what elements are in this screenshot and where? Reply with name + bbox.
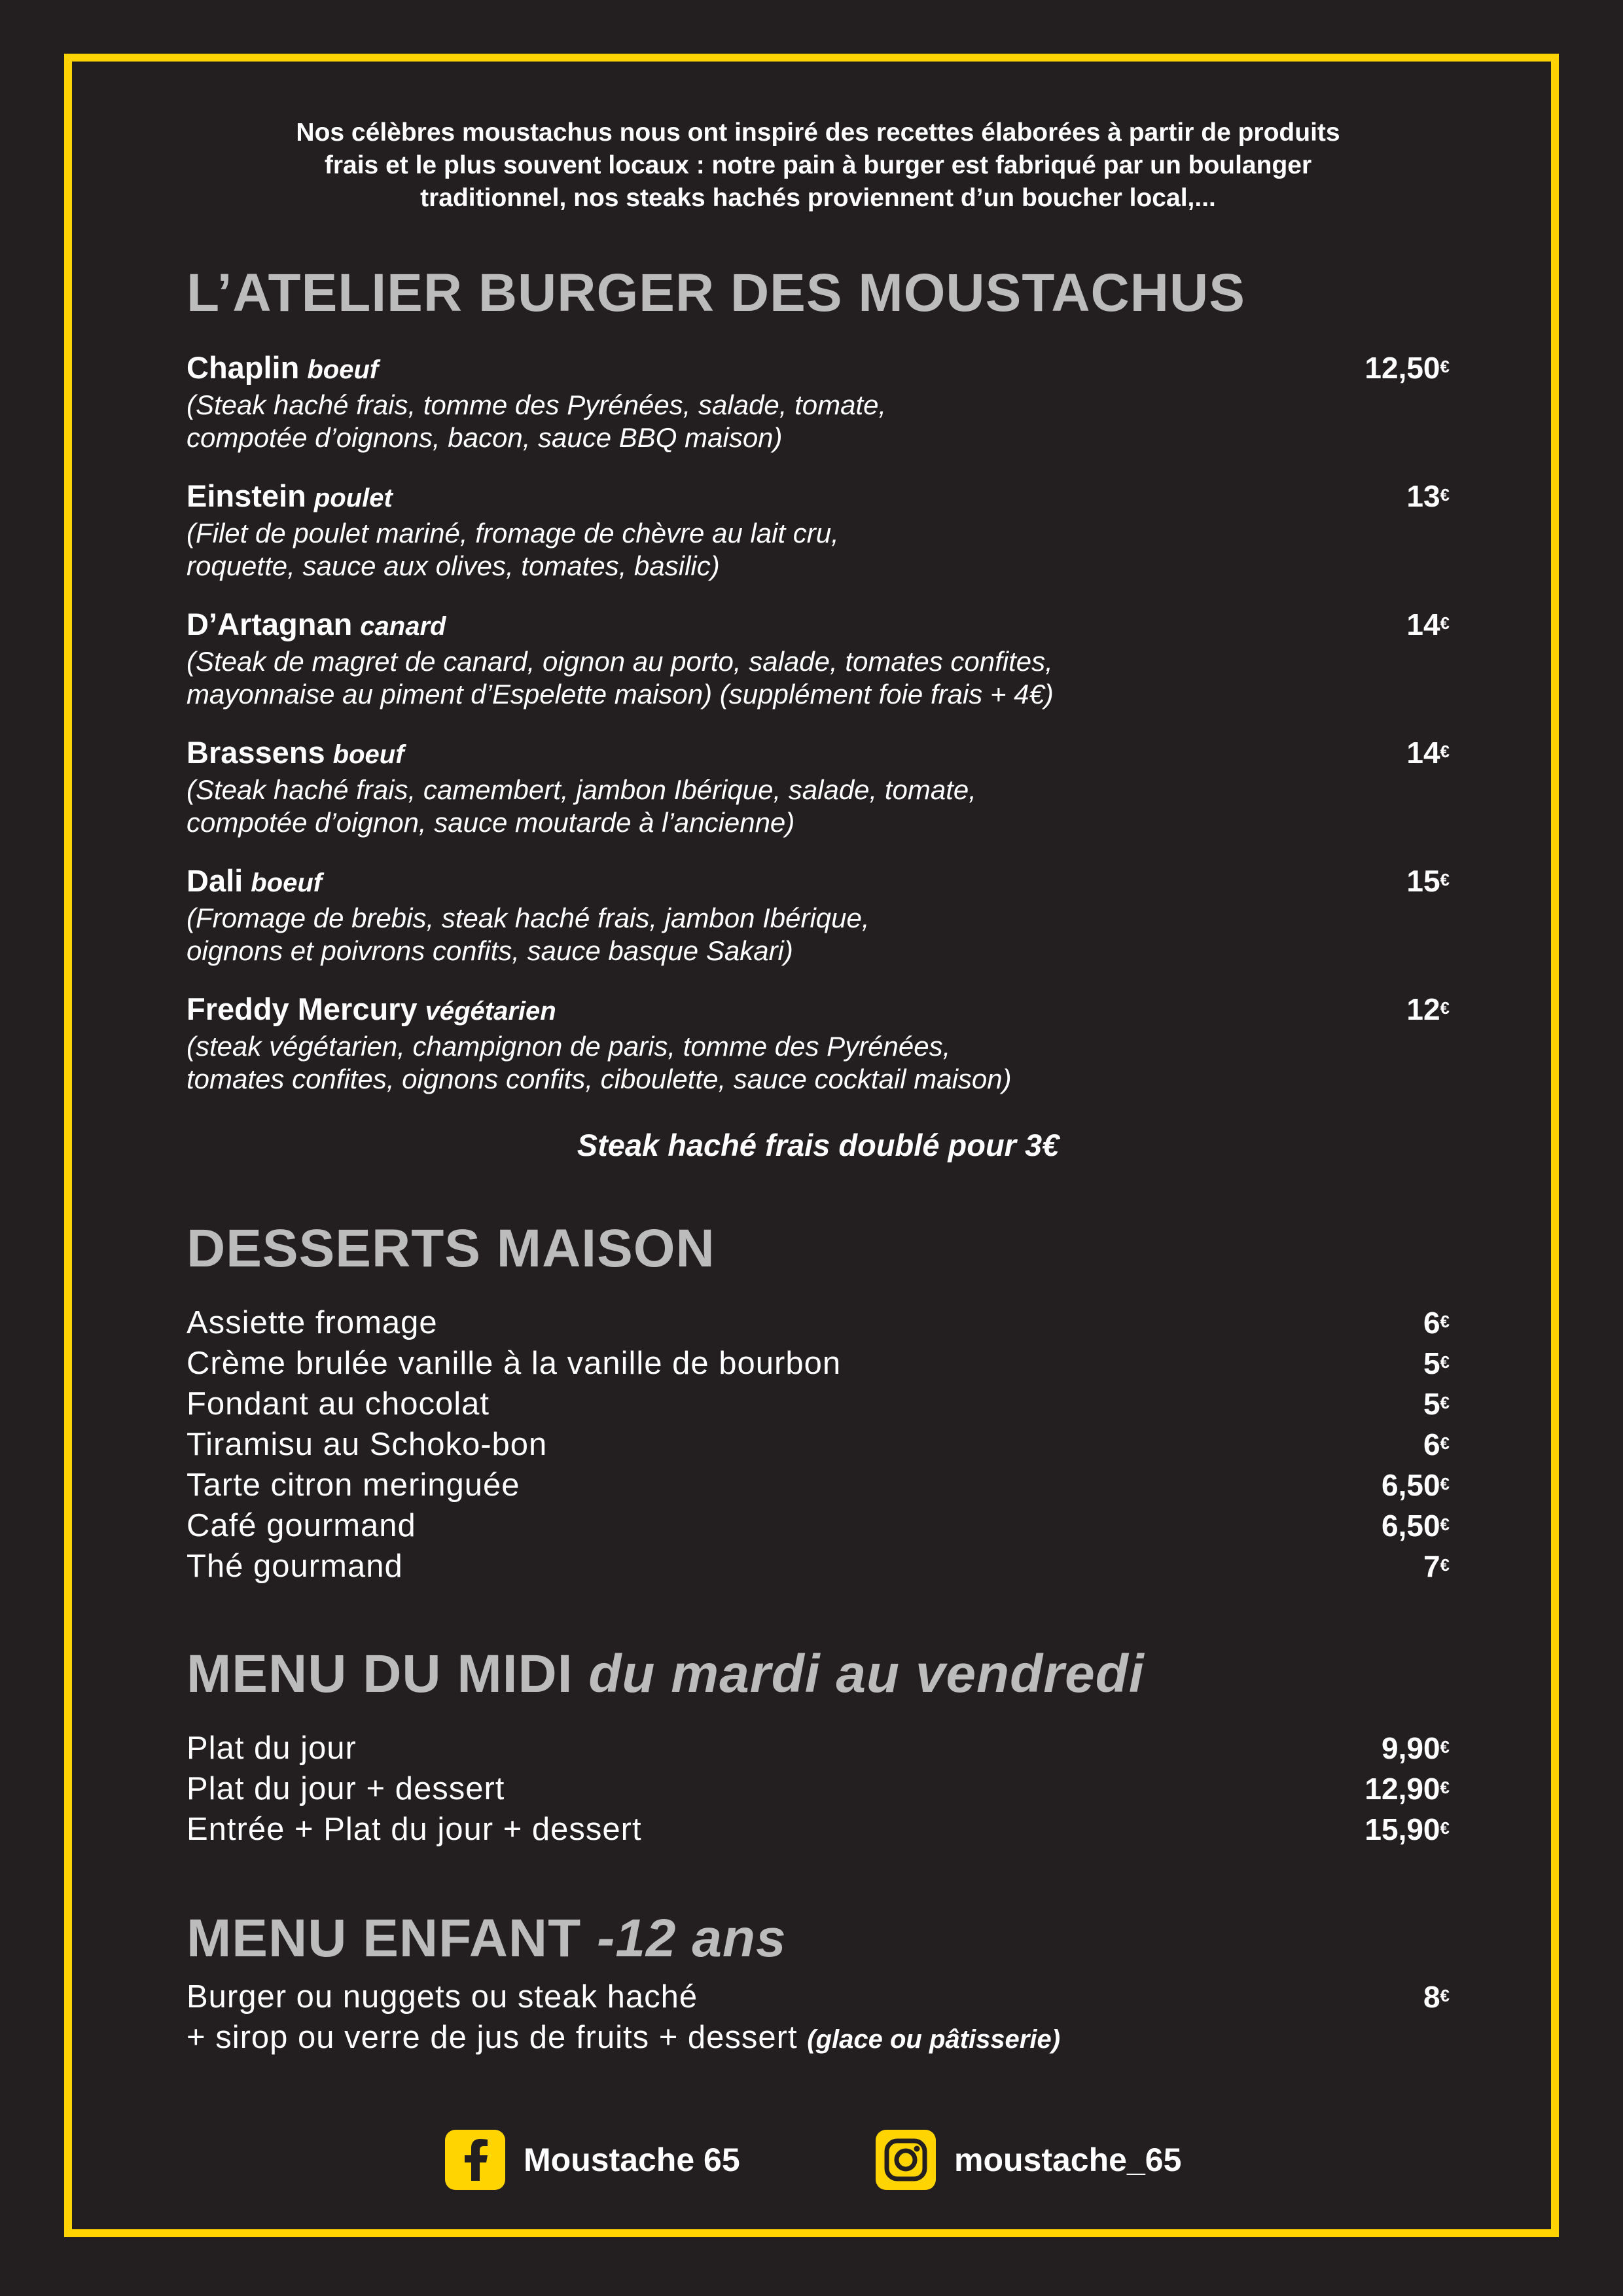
midi-label: Plat du jour + dessert xyxy=(187,1771,505,1806)
dessert-row xyxy=(187,1546,1450,1587)
facebook-link[interactable] xyxy=(445,2128,740,2191)
burger-item xyxy=(187,733,1450,857)
enfant-subtitle: -12 ans xyxy=(597,1909,787,1968)
burger-price: 12,50€ xyxy=(1364,351,1450,385)
dessert-label: Tarte citron meringuée xyxy=(187,1467,520,1503)
dessert-price: 6,50€ xyxy=(1382,1468,1450,1502)
enfant-line2: + sirop ou verre de jus de fruits + dessert (glace ou pâtisserie) xyxy=(187,2020,1061,2055)
menu-content xyxy=(187,0,1450,2296)
intro-line: frais et le plus souvent locaux : notre pain à burger est fabriqué par un boulanger xyxy=(324,151,1312,179)
midi-title: MENU DU MIDI du mardi au vendredi xyxy=(187,1644,1145,1704)
burger-item xyxy=(187,861,1450,986)
burger-description: (Filet de poulet mariné, fromage de chèvre au lait cru, roquette, sauce aux olives, tomates, basilic) xyxy=(187,518,839,581)
midi-price: 12,90€ xyxy=(1364,1772,1450,1806)
dessert-row xyxy=(187,1343,1450,1384)
dessert-label: Crème brulée vanille à la vanille de bourbon xyxy=(187,1346,842,1381)
burger-category: boeuf xyxy=(251,869,323,897)
midi-subtitle: du mardi au vendredi xyxy=(588,1644,1145,1704)
burger-price: 15€ xyxy=(1406,864,1450,898)
dessert-label: Assiette fromage xyxy=(187,1305,438,1340)
burger-item xyxy=(187,476,1450,601)
instagram-link[interactable] xyxy=(876,2128,1181,2191)
instagram-icon xyxy=(876,2130,936,2190)
midi-label: Entrée + Plat du jour + dessert xyxy=(187,1812,642,1847)
dessert-price: 6€ xyxy=(1423,1427,1450,1462)
burger-price: 12€ xyxy=(1406,992,1450,1026)
midi-price: 9,90€ xyxy=(1382,1731,1450,1765)
dessert-row xyxy=(187,1505,1450,1546)
dessert-price: 5€ xyxy=(1423,1346,1450,1380)
burger-price: 14€ xyxy=(1406,736,1450,770)
dessert-label: Fondant au chocolat xyxy=(187,1386,490,1422)
burger-description: (Fromage de brebis, steak haché frais, jambon Ibérique, oignons et poivrons confits, sauce basque Sakari) xyxy=(187,903,870,966)
desserts-title: DESSERTS MAISON xyxy=(187,1219,715,1278)
intro-line: traditionnel, nos steaks hachés proviennent d’un boucher local,... xyxy=(420,184,1216,212)
burger-description: (steak végétarien, champignon de paris, tomme des Pyrénées, tomates confites, oignons confits, ciboulette, sauce cocktail maison) xyxy=(187,1031,1012,1094)
burger-name: Brassens xyxy=(187,735,325,770)
burger-item xyxy=(187,348,1450,473)
burger-name: Einstein xyxy=(187,478,306,513)
burger-name: D’Artagnan xyxy=(187,607,353,641)
dessert-price: 6,50€ xyxy=(1382,1509,1450,1543)
instagram-label: moustache_65 xyxy=(954,2142,1182,2178)
burger-name: Freddy Mercury xyxy=(187,992,418,1026)
enfant-item xyxy=(187,1977,1450,2068)
midi-row xyxy=(187,1809,1450,1850)
burger-name: Dali xyxy=(187,863,243,898)
dessert-label: Tiramisu au Schoko-bon xyxy=(187,1427,548,1462)
burger-category: canard xyxy=(360,612,446,641)
burger-name: Chaplin xyxy=(187,350,300,385)
enfant-line2-note: (glace ou pâtisserie) xyxy=(807,2025,1061,2054)
midi-price: 15,90€ xyxy=(1364,1812,1450,1846)
dessert-row xyxy=(187,1302,1450,1343)
burgers-title: L’ATELIER BURGER DES MOUSTACHUS xyxy=(187,263,1245,323)
midi-row xyxy=(187,1768,1450,1809)
dessert-row xyxy=(187,1424,1450,1465)
burger-category: boeuf xyxy=(307,355,379,384)
enfant-title: MENU ENFANT -12 ans xyxy=(187,1909,787,1968)
enfant-line1: Burger ou nuggets ou steak haché xyxy=(187,1979,698,2015)
intro-text xyxy=(187,117,1450,215)
dessert-label: Thé gourmand xyxy=(187,1549,403,1584)
burger-note: Steak haché frais doublé pour 3€ xyxy=(577,1128,1060,1162)
burger-description: (Steak haché frais, camembert, jambon Ibérique, salade, tomate, compotée d’oignon, sauce moutarde à l’ancienne) xyxy=(187,774,976,838)
facebook-label: Moustache 65 xyxy=(524,2142,740,2178)
dessert-price: 6€ xyxy=(1423,1306,1450,1340)
facebook-icon xyxy=(445,2130,505,2190)
burger-description: (Steak de magret de canard, oignon au porto, salade, tomates confites, mayonnaise au piment d’Espelette maison) (supplément foie frais + 4€) xyxy=(187,646,1054,709)
burger-price: 13€ xyxy=(1406,479,1450,513)
burger-category: végétarien xyxy=(425,997,556,1026)
dessert-row xyxy=(187,1384,1450,1424)
burger-description: (Steak haché frais, tomme des Pyrénées, salade, tomate, compotée d’oignons, bacon, sauce BBQ maison) xyxy=(187,389,887,453)
midi-row xyxy=(187,1728,1450,1768)
dessert-row xyxy=(187,1465,1450,1505)
dessert-label: Café gourmand xyxy=(187,1508,416,1543)
dessert-price: 5€ xyxy=(1423,1387,1450,1421)
burger-item xyxy=(187,990,1450,1114)
intro-line: Nos célèbres moustachus nous ont inspiré des recettes élaborées à partir de produits xyxy=(296,118,1340,147)
burger-category: poulet xyxy=(313,484,393,512)
burger-price: 14€ xyxy=(1406,607,1450,641)
enfant-price: 8€ xyxy=(1423,1980,1450,2014)
burger-item xyxy=(187,605,1450,729)
burger-category: boeuf xyxy=(332,740,404,769)
dessert-price: 7€ xyxy=(1423,1549,1450,1583)
midi-label: Plat du jour xyxy=(187,1731,357,1766)
